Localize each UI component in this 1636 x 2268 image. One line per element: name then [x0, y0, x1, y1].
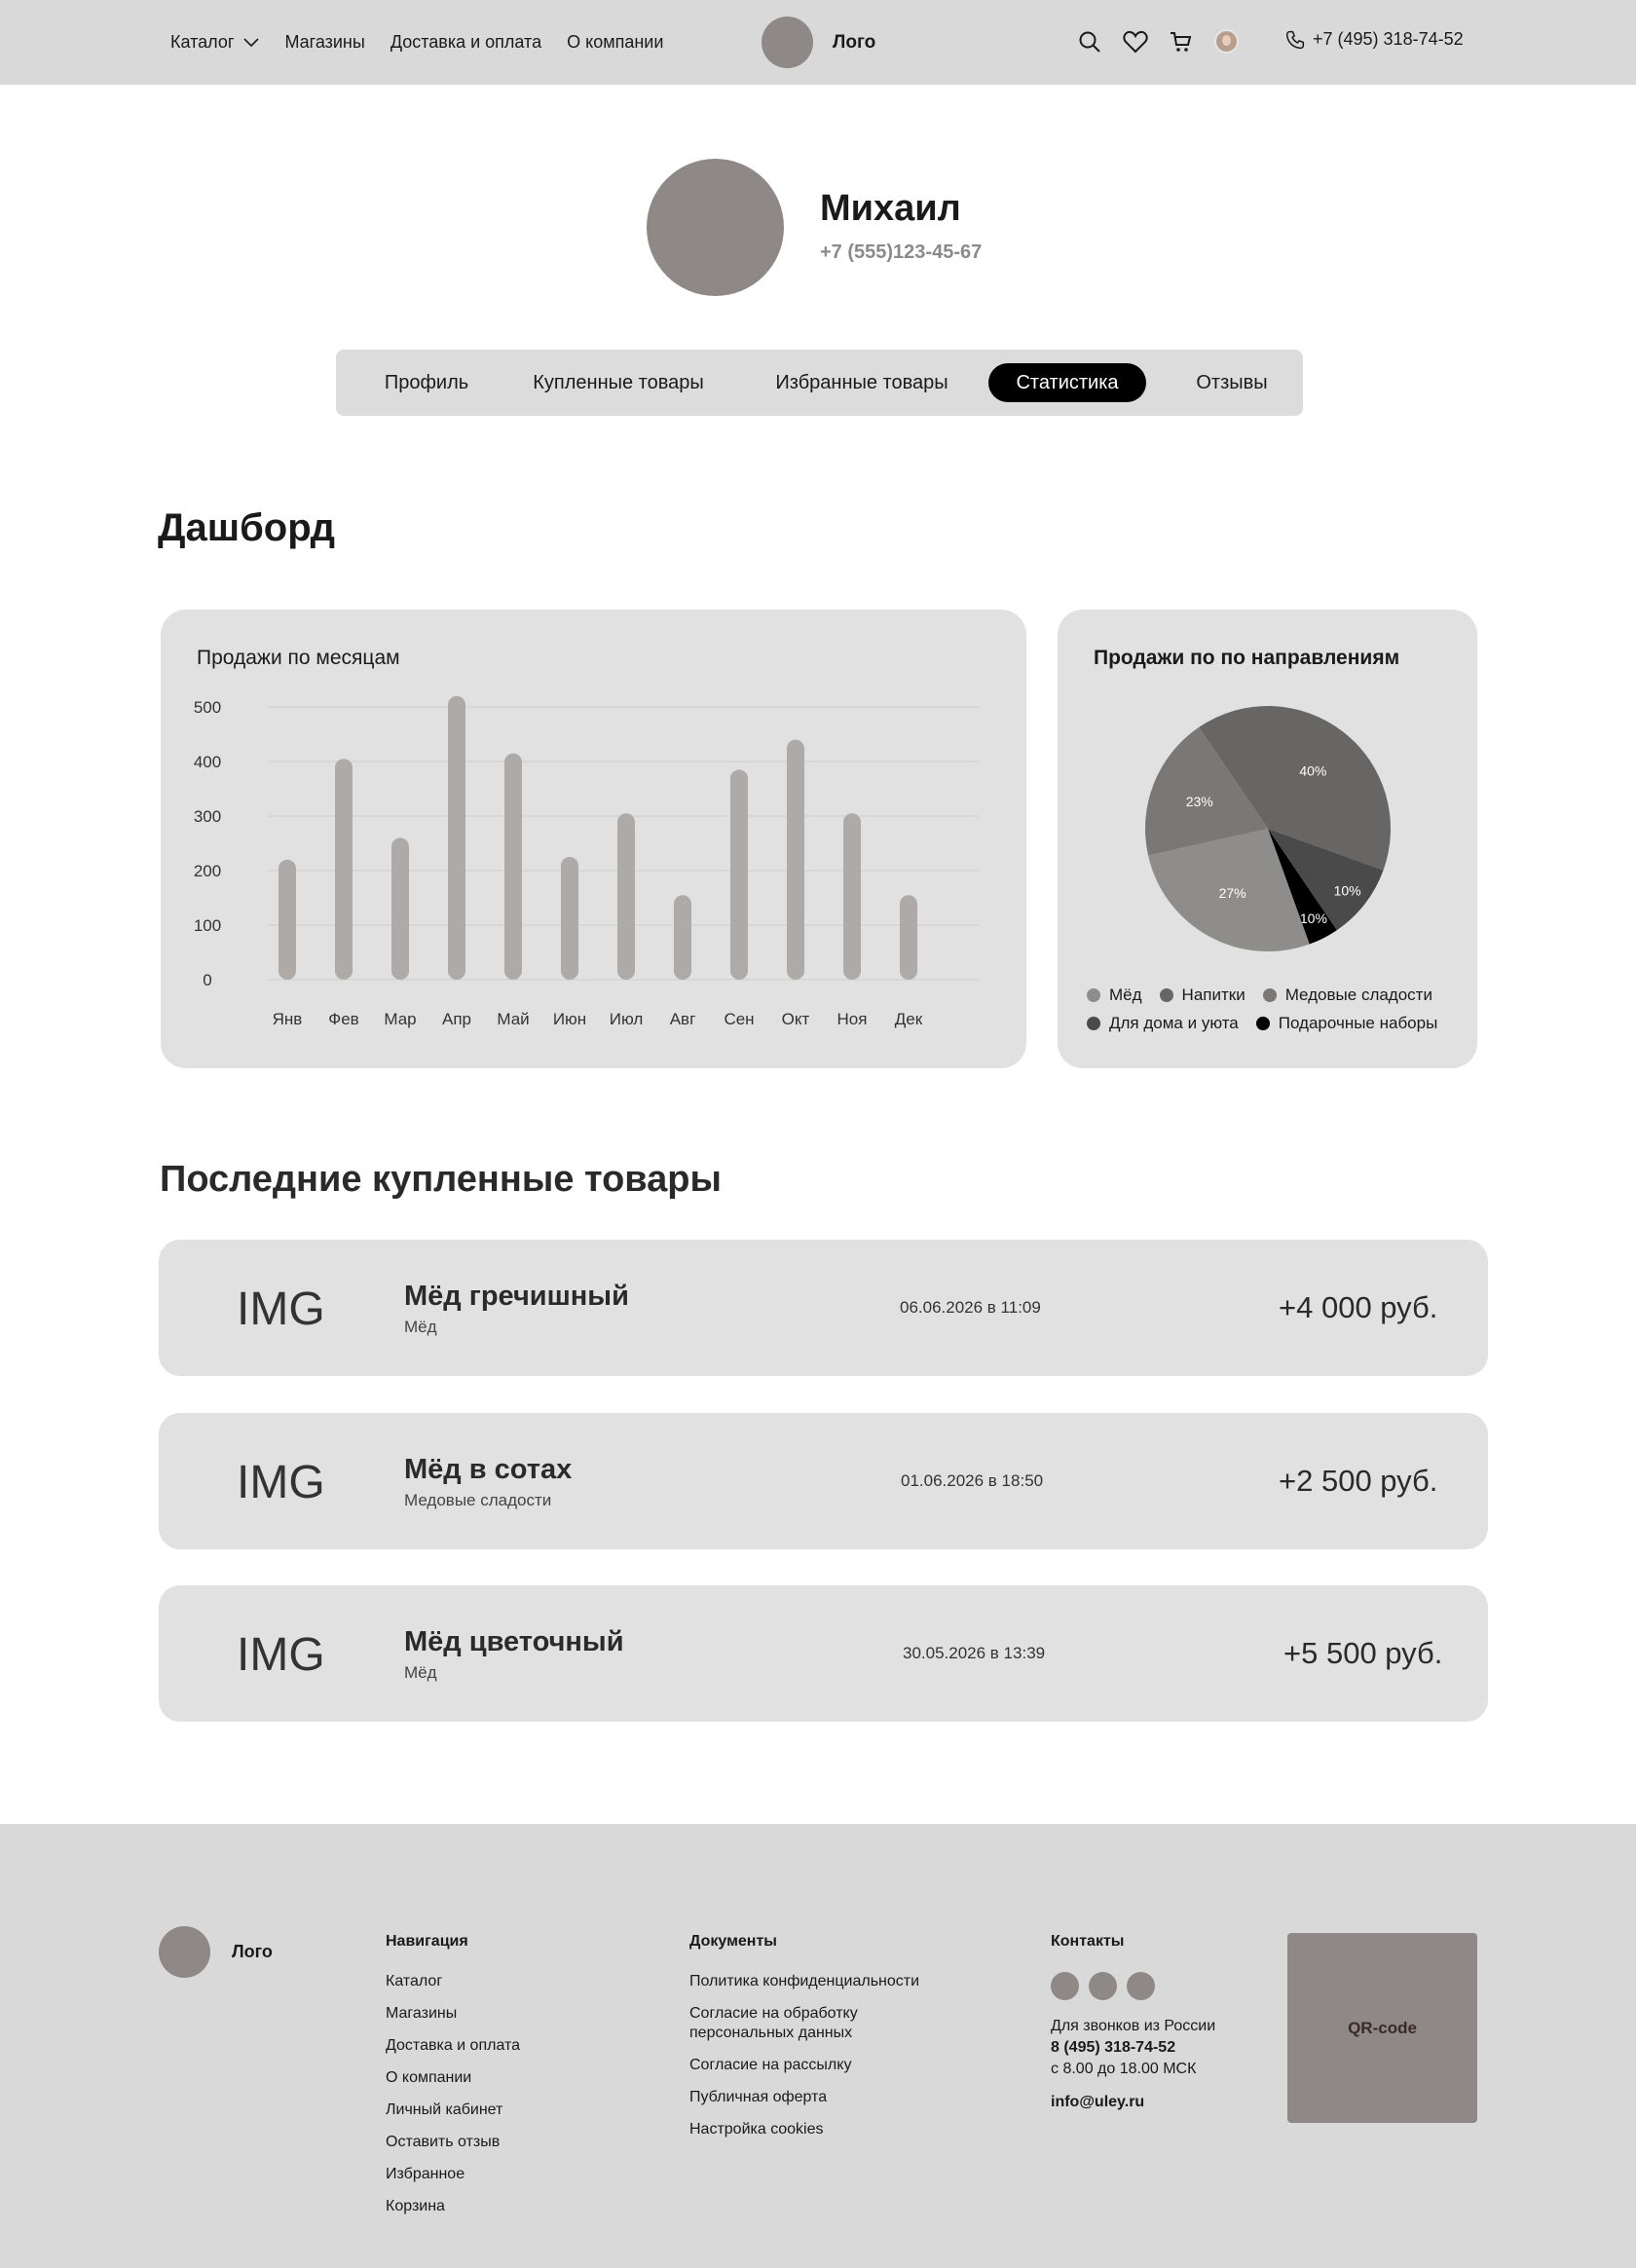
y-tick-label: 400 — [193, 753, 222, 771]
y-tick-label: 100 — [193, 916, 222, 935]
nav-catalog-label: Каталог — [170, 32, 235, 52]
footer-link-consent[interactable]: Согласие на обработку персональных данных — [689, 2005, 858, 2041]
bar — [391, 837, 409, 980]
x-tick-label: Ноя — [837, 1010, 868, 1028]
profile-phone: +7 (555)123-45-67 — [820, 242, 983, 263]
bar — [504, 754, 522, 980]
header-phone[interactable] — [1285, 29, 1464, 50]
logo-text: Лого — [833, 31, 876, 53]
nav-delivery-label: Доставка и оплата — [390, 32, 542, 52]
cart-icon[interactable] — [1167, 27, 1195, 56]
header-phone-label: +7 (495) 318-74-52 — [1313, 29, 1464, 49]
category-sales-card — [1058, 610, 1477, 1068]
bar — [335, 759, 353, 980]
nav-stores[interactable] — [284, 32, 364, 53]
tab-favorites[interactable]: Избранные товары — [775, 372, 948, 393]
legend-item — [1256, 1014, 1438, 1033]
bar — [448, 696, 465, 980]
legend-dot — [1087, 988, 1100, 1002]
purchase-date: 30.05.2026 в 13:39 — [903, 1644, 1046, 1662]
purchase-card[interactable] — [159, 1585, 1488, 1722]
y-tick-label: 0 — [203, 971, 212, 989]
bar — [787, 740, 804, 980]
legend-label: Медовые сладости — [1284, 985, 1432, 1004]
legend-dot — [1263, 988, 1277, 1002]
purchase-card[interactable] — [159, 1413, 1488, 1549]
phone-icon — [1285, 30, 1305, 50]
x-tick-label: Фев — [328, 1010, 359, 1028]
nav-delivery[interactable] — [390, 32, 541, 53]
product-category: Мёд — [404, 1663, 437, 1682]
bar-chart-title: Продажи по месяцам — [197, 647, 400, 669]
tab-purchased[interactable]: Купленные товары — [533, 372, 704, 393]
purchase-date: 06.06.2026 в 11:09 — [900, 1298, 1041, 1317]
logo-icon — [762, 17, 813, 68]
monthly-sales-card — [161, 610, 1026, 1068]
bar — [730, 769, 748, 980]
product-image: IMG — [237, 1457, 325, 1508]
footer — [0, 1824, 1636, 2268]
social-icon[interactable] — [1051, 1972, 1079, 2000]
header-actions — [1075, 27, 1241, 56]
legend-label: Подарочные наборы — [1278, 1014, 1438, 1032]
social-icon[interactable] — [1127, 1972, 1155, 2000]
bar — [279, 860, 296, 980]
footer-link-offer[interactable]: Публичная оферта — [689, 2089, 828, 2105]
x-tick-label: Май — [497, 1010, 530, 1028]
y-tick-label: 200 — [193, 862, 222, 880]
legend-item — [1263, 985, 1432, 1005]
dashboard-title: Дашборд — [158, 506, 336, 549]
product-category: Медовые сладости — [404, 1491, 552, 1509]
bar — [843, 813, 861, 980]
calls-phone[interactable]: 8 (495) 318-74-52 — [1051, 2039, 1176, 2056]
contact-email[interactable]: info@uley.ru — [1051, 2094, 1145, 2110]
profile-avatar — [647, 159, 784, 296]
footer-docs-title: Документы — [689, 1933, 777, 1950]
legend-label: Для дома и уюта — [1109, 1014, 1239, 1032]
social-links — [1051, 1972, 1265, 2000]
main-nav — [170, 0, 663, 85]
pie-slice-label: 23% — [1185, 794, 1213, 810]
user-avatar-image — [1214, 29, 1239, 54]
purchase-price: +4 000 руб. — [1279, 1290, 1438, 1324]
product-image: IMG — [237, 1629, 325, 1681]
last-purchases-title: Последние купленные товары — [160, 1159, 722, 1200]
nav-stores-label: Магазины — [284, 32, 365, 52]
tab-profile[interactable]: Профиль — [384, 372, 469, 393]
product-name: Мёд в сотах — [404, 1454, 573, 1485]
product-name: Мёд цветочный — [404, 1626, 624, 1657]
legend-item — [1160, 985, 1246, 1005]
footer-link-favorites[interactable]: Избранное — [386, 2166, 465, 2182]
legend-item — [1087, 985, 1142, 1005]
tab-statistics[interactable]: Статистика — [988, 363, 1146, 402]
footer-contacts — [1051, 1933, 1265, 2111]
footer-link-account[interactable]: Личный кабинет — [386, 2101, 503, 2118]
footer-nav — [386, 1933, 520, 2229]
x-tick-label: Янв — [272, 1010, 303, 1028]
product-category: Мёд — [404, 1318, 437, 1336]
footer-logo-icon — [159, 1926, 210, 1978]
footer-contacts-title: Контакты — [1051, 1933, 1125, 1950]
x-tick-label: Апр — [442, 1010, 471, 1028]
user-avatar[interactable] — [1212, 27, 1241, 56]
product-name: Мёд гречишный — [404, 1281, 629, 1312]
monthly-sales-chart — [161, 610, 1026, 1068]
footer-link-delivery[interactable]: Доставка и оплата — [386, 2037, 521, 2054]
nav-about[interactable] — [567, 32, 663, 53]
x-tick-label: Авг — [669, 1010, 696, 1028]
bar — [674, 895, 691, 980]
category-sales-chart — [1058, 610, 1477, 980]
nav-about-label: О компании — [567, 32, 664, 52]
work-hours: с 8.00 до 18.00 МСК — [1051, 2061, 1197, 2077]
pie-slice-label: 27% — [1218, 885, 1246, 902]
footer-link-review[interactable]: Оставить отзыв — [386, 2134, 501, 2150]
search-icon[interactable] — [1075, 27, 1103, 56]
product-image: IMG — [237, 1283, 325, 1335]
legend-dot — [1256, 1017, 1270, 1030]
bar — [900, 895, 917, 980]
footer-link-cart[interactable]: Корзина — [386, 2198, 445, 2214]
x-tick-label: Июл — [609, 1010, 644, 1028]
legend-dot — [1160, 988, 1173, 1002]
purchase-card[interactable] — [159, 1240, 1488, 1376]
qr-code: QR-code — [1287, 1933, 1477, 2123]
pie-slice-label: 40% — [1299, 762, 1327, 779]
profile-tabs — [336, 350, 1303, 416]
y-tick-label: 300 — [193, 807, 222, 826]
footer-docs — [689, 1933, 933, 2152]
legend-item — [1087, 1014, 1239, 1033]
footer-link-newsletter[interactable]: Согласие на рассылку — [689, 2057, 852, 2073]
pie-legend — [1087, 985, 1476, 1042]
legend-label: Мёд — [1109, 985, 1142, 1004]
heart-icon[interactable] — [1121, 27, 1149, 56]
x-tick-label: Июн — [552, 1010, 587, 1028]
bar — [617, 813, 635, 980]
profile-name: Михаил — [820, 188, 961, 229]
footer-link-stores[interactable]: Магазины — [386, 2005, 458, 2022]
nav-catalog[interactable] — [170, 32, 259, 53]
chevron-down-icon — [243, 38, 259, 48]
y-tick-label: 500 — [193, 698, 222, 717]
pie-slice-label: 10% — [1299, 911, 1327, 927]
purchase-price: +5 500 руб. — [1283, 1636, 1443, 1670]
footer-link-cookies[interactable]: Настройка cookies — [689, 2121, 824, 2138]
legend-label: Напитки — [1181, 985, 1246, 1004]
x-tick-label: Окт — [781, 1010, 810, 1028]
footer-logo[interactable] — [159, 1926, 273, 1978]
pie-slice-label: 10% — [1333, 882, 1361, 899]
x-tick-label: Дек — [894, 1010, 923, 1028]
purchase-date: 01.06.2026 в 18:50 — [901, 1471, 1044, 1490]
footer-link-privacy[interactable]: Политика конфиденциальности — [689, 1973, 920, 1989]
footer-link-catalog[interactable]: Каталог — [386, 1973, 443, 1989]
footer-logo-text: Лого — [232, 1942, 273, 1961]
social-icon[interactable] — [1089, 1972, 1117, 2000]
footer-link-about[interactable]: О компании — [386, 2069, 472, 2086]
x-tick-label: Сен — [724, 1010, 755, 1028]
tab-reviews[interactable]: Отзывы — [1196, 372, 1268, 393]
bar — [561, 857, 578, 980]
footer-nav-title: Навигация — [386, 1933, 468, 1950]
pie-chart-title: Продажи по по направлениям — [1094, 647, 1400, 669]
logo[interactable] — [762, 17, 875, 68]
x-tick-label: Мар — [384, 1010, 417, 1028]
calls-label: Для звонков из России — [1051, 2018, 1216, 2034]
purchase-price: +2 500 руб. — [1279, 1464, 1438, 1498]
header — [0, 0, 1636, 85]
legend-dot — [1087, 1017, 1100, 1030]
